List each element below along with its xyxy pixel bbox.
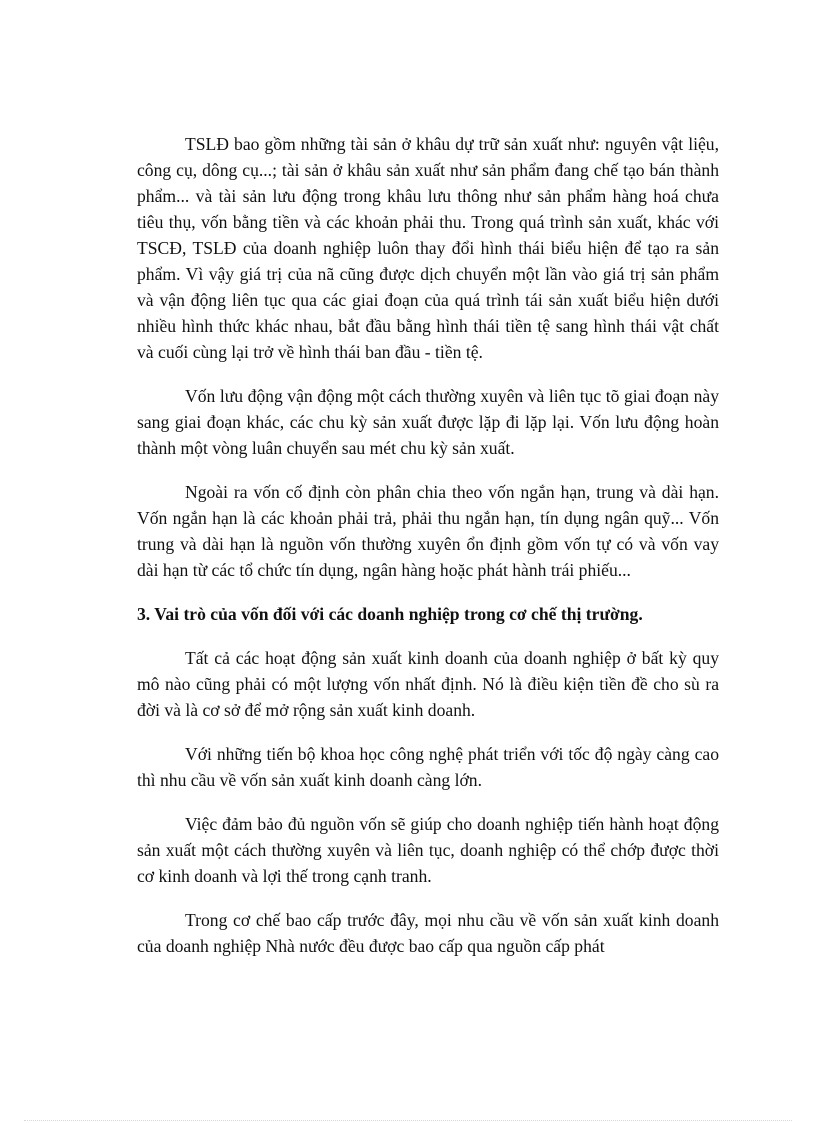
paragraph-working-assets: TSLĐ bao gồm những tài sản ở khâu dự trữ sản xuất như: nguyên vật liệu, công cụ, dông cụ...; tài sản ở khâu sản xuất như sản phẩm đang chế tạo bán thành phẩm... và tài sản lưu động trong khâu lưu thông như sản phẩm hàng hoá chưa tiêu thụ, vốn bằng tiền và các khoản phải thu. Trong quá trình sản xuất, khác với TSCĐ, TSLĐ của doanh nghiệp luôn thay đổi hình thái biểu hiện để tạo ra sản phẩm. Vì vậy giá trị của nã cũng được dịch chuyển một lần vào giá trị sản phẩm và vận động liên tục qua các giai đoạn của quá trình tái sản xuất biểu hiện dưới nhiều hình thức khác nhau, bắt đầu bằng hình thái tiền tệ sang hình thái vật chất và cuối cùng lại trở về hình thái ban đầu - tiền tệ. [137,134,719,362]
paragraph-capital-terms: Ngoài ra vốn cố định còn phân chia theo vốn ngắn hạn, trung và dài hạn. Vốn ngắn hạn là các khoản phải trả, phải thu ngắn hạn, tín dụng ngân quỹ... Vốn trung và dài hạn là nguồn vốn thường xuyên ổn định gồm vốn tự có và vốn vay dài hạn từ các tổ chức tín dụng, ngân hàng hoặc phát hành trái phiếu... [137,482,719,580]
paragraph-working-capital-cycle: Vốn lưu động vận động một cách thường xuyên và liên tục tõ giai đoạn này sang giai đoạn khác, các chu kỳ sản xuất được lặp đi lặp lại. Vốn lưu động hoàn thành một vòng luân chuyển sau mét chu kỳ sản xuất. [137,386,719,458]
paragraph-technology-progress: Với những tiến bộ khoa học công nghệ phát triển với tốc độ ngày càng cao thì nhu cầu về vốn sản xuất kinh doanh càng lớn. [137,744,719,790]
paragraph-subsidy-mechanism: Trong cơ chế bao cấp trước đây, mọi nhu cầu về vốn sản xuất kinh doanh của doanh nghiệp Nhà nước đều được bao cấp qua nguồn cấp phát [137,910,719,956]
paragraph-capital-adequacy: Việc đảm bảo đủ nguồn vốn sẽ giúp cho doanh nghiệp tiến hành hoạt động sản xuất một cách thường xuyên và liên tục, doanh nghiệp có thể chớp được thời cơ kinh doanh và lợi thế trong cạnh tranh. [137,814,719,886]
paragraph-capital-prerequisite: Tất cả các hoạt động sản xuất kinh doanh của doanh nghiệp ở bất kỳ quy mô nào cũng phải có một lượng vốn nhất định. Nó là điều kiện tiền đề cho sù ra đời và là cơ sở để mở rộng sản xuất kinh doanh. [137,648,719,720]
page-bottom-divider [24,1120,792,1121]
section-heading: 3. Vai trò của vốn đối với các doanh nghiệp trong cơ chế thị trường. [137,604,643,624]
document-body [137,131,719,977]
